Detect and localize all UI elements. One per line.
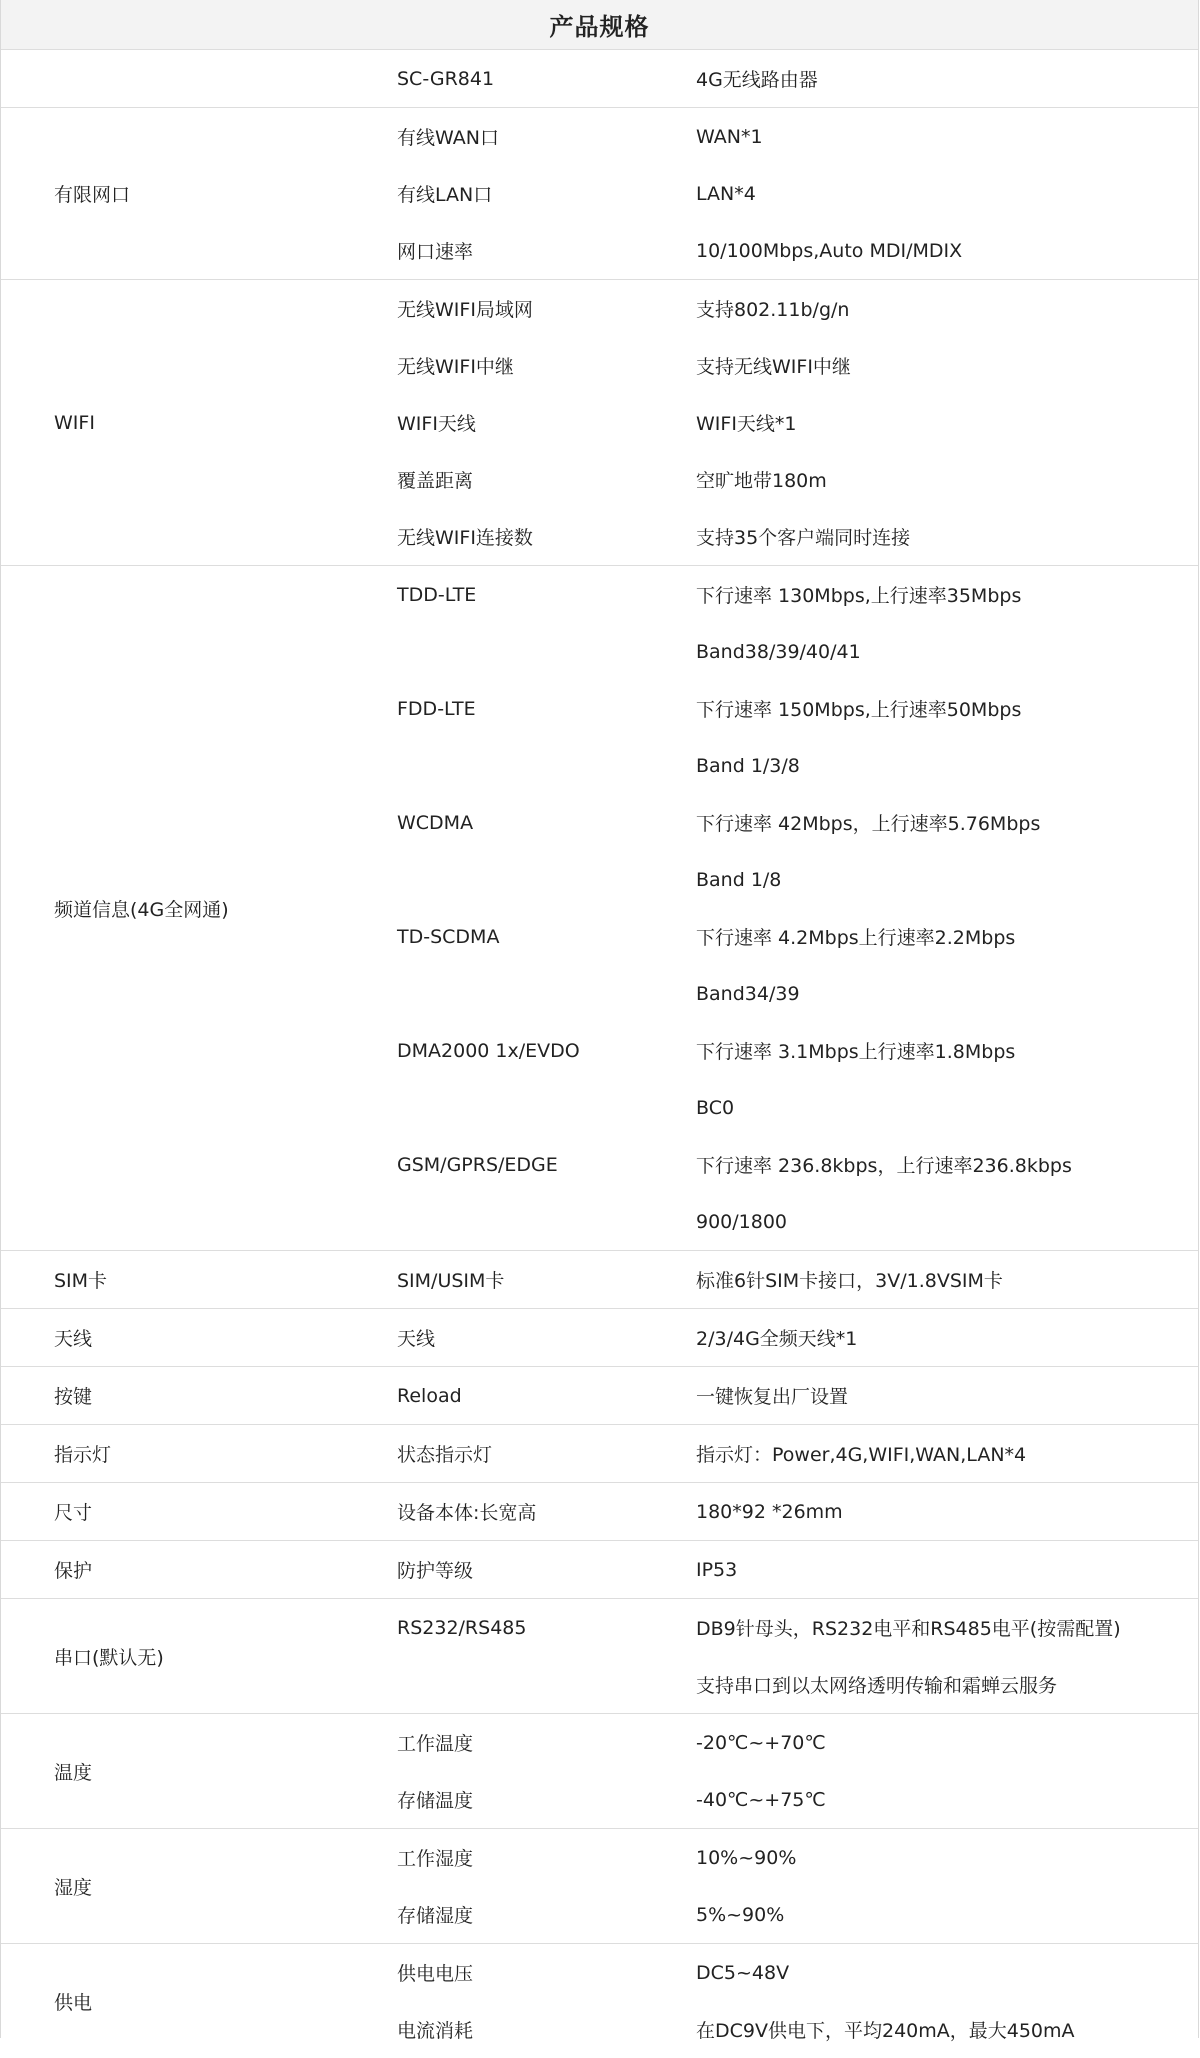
group-rows	[1, 1829, 1198, 1943]
spec-value: DC5~48V	[696, 1961, 790, 1984]
spec-value: 支持802.11b/g/n	[696, 299, 850, 321]
table-row	[1, 1656, 1198, 1713]
group-label: 保护	[54, 1560, 93, 1582]
spec-group	[1, 108, 1198, 280]
spec-name: 状态指示灯	[397, 1444, 493, 1466]
spec-value: Band38/39/40/41	[696, 640, 861, 663]
spec-value: 下行速率 3.1Mbps上行速率1.8Mbps	[696, 1041, 1016, 1063]
table-row	[1, 737, 1198, 794]
spec-value: 4G无线路由器	[696, 69, 818, 91]
spec-name: 工作湿度	[397, 1848, 474, 1870]
table-row	[1, 965, 1198, 1022]
spec-value: 下行速率 4.2Mbps上行速率2.2Mbps	[696, 927, 1016, 949]
spec-name: 无线WIFI局域网	[397, 299, 533, 321]
group-rows	[1, 1541, 1198, 1598]
spec-value: Band34/39	[696, 982, 800, 1005]
table-row	[1, 1367, 1198, 1424]
table-row	[1, 1944, 1198, 2001]
spec-group	[1, 1425, 1198, 1483]
spec-name: SC-GR841	[397, 67, 495, 90]
spec-group	[1, 1829, 1198, 1944]
group-rows	[1, 50, 1198, 107]
spec-value: WIFI天线*1	[696, 413, 797, 435]
spec-groups	[1, 50, 1198, 2058]
spec-value: 5%~90%	[696, 1903, 785, 1926]
table-row	[1, 1483, 1198, 1540]
table-row	[1, 337, 1198, 394]
spec-value: 下行速率 42Mbps，上行速率5.76Mbps	[696, 813, 1041, 835]
spec-name: FDD-LTE	[397, 697, 476, 720]
table-row	[1, 1251, 1198, 1308]
table-row	[1, 1599, 1198, 1656]
spec-value: 标准6针SIM卡接口，3V/1.8VSIM卡	[696, 1270, 1003, 1292]
group-label: WIFI	[54, 411, 95, 434]
group-label: 有限网口	[54, 184, 131, 206]
spec-group	[1, 1599, 1198, 1714]
table-row	[1, 165, 1198, 222]
group-rows	[1, 1483, 1198, 1540]
spec-name: WCDMA	[397, 811, 474, 834]
table-row	[1, 222, 1198, 279]
spec-name: 存储湿度	[397, 1905, 474, 1927]
spec-name: SIM/USIM卡	[397, 1270, 505, 1292]
spec-value: 180*92 *26mm	[696, 1500, 843, 1523]
spec-value: -40℃~+75℃	[696, 1788, 826, 1811]
group-rows	[1, 1309, 1198, 1366]
spec-value: LAN*4	[696, 182, 756, 205]
table-row	[1, 108, 1198, 165]
spec-value: 下行速率 150Mbps,上行速率50Mbps	[696, 699, 1022, 721]
spec-value: Band 1/3/8	[696, 754, 800, 777]
group-label: 频道信息(4G全网通)	[54, 898, 229, 921]
spec-name: 设备本体:长宽高	[397, 1502, 537, 1524]
group-label: SIM卡	[54, 1270, 108, 1292]
table-row	[1, 1541, 1198, 1598]
spec-group	[1, 1714, 1198, 1829]
table-row	[1, 1425, 1198, 1482]
group-rows	[1, 1425, 1198, 1482]
group-rows	[1, 1367, 1198, 1424]
table-row	[1, 451, 1198, 508]
table-row	[1, 851, 1198, 908]
spec-value: 10/100Mbps,Auto MDI/MDIX	[696, 239, 963, 262]
table-row	[1, 566, 1198, 623]
table-title: 产品规格	[1, 0, 1198, 50]
spec-name: WIFI天线	[397, 413, 476, 435]
table-row	[1, 1136, 1198, 1193]
spec-name: TD-SCDMA	[397, 925, 500, 948]
table-row	[1, 1714, 1198, 1771]
group-label: 天线	[54, 1328, 93, 1350]
spec-value: WAN*1	[696, 125, 763, 148]
table-row	[1, 623, 1198, 680]
spec-group	[1, 50, 1198, 108]
spec-group	[1, 566, 1198, 1251]
spec-name: 有线LAN口	[397, 184, 493, 206]
spec-name: 存储温度	[397, 1790, 474, 1812]
spec-value: -20℃~+70℃	[696, 1731, 826, 1754]
group-label: 尺寸	[54, 1502, 93, 1524]
group-label: 指示灯	[54, 1444, 112, 1466]
group-label: 温度	[54, 1761, 93, 1784]
spec-group	[1, 1541, 1198, 1599]
group-rows	[1, 1714, 1198, 1828]
table-row	[1, 1022, 1198, 1079]
table-row	[1, 1829, 1198, 1886]
spec-name: 工作温度	[397, 1733, 474, 1755]
spec-name: GSM/GPRS/EDGE	[397, 1153, 558, 1176]
group-label: 按键	[54, 1386, 93, 1408]
spec-name: RS232/RS485	[397, 1616, 527, 1639]
spec-value: BC0	[696, 1096, 735, 1119]
spec-value: 支持串口到以太网络透明传输和霜蝉云服务	[696, 1675, 1058, 1697]
spec-group	[1, 1309, 1198, 1367]
spec-value: 一键恢复出厂设置	[696, 1386, 849, 1408]
table-row	[1, 280, 1198, 337]
spec-group	[1, 1367, 1198, 1425]
spec-name: 防护等级	[397, 1560, 474, 1582]
table-row	[1, 394, 1198, 451]
spec-name: TDD-LTE	[397, 583, 477, 606]
spec-value: Band 1/8	[696, 868, 782, 891]
group-rows	[1, 108, 1198, 279]
spec-value: 下行速率 236.8kbps，上行速率236.8kbps	[696, 1155, 1072, 1177]
spec-value: DB9针母头，RS232电平和RS485电平(按需配置)	[696, 1618, 1121, 1640]
table-row	[1, 1771, 1198, 1828]
table-row	[1, 50, 1198, 107]
table-row	[1, 2001, 1198, 2058]
table-row	[1, 794, 1198, 851]
spec-value: 10%~90%	[696, 1846, 797, 1869]
group-rows	[1, 280, 1198, 565]
table-row	[1, 1079, 1198, 1136]
spec-group	[1, 1251, 1198, 1309]
spec-name: 网口速率	[397, 241, 474, 263]
spec-group	[1, 280, 1198, 566]
spec-value: 支持无线WIFI中继	[696, 356, 851, 378]
table-row	[1, 508, 1198, 565]
group-rows	[1, 566, 1198, 1250]
spec-group	[1, 1483, 1198, 1541]
table-row	[1, 1886, 1198, 1943]
spec-name: 无线WIFI连接数	[397, 527, 533, 549]
spec-value: 指示灯：Power,4G,WIFI,WAN,LAN*4	[696, 1444, 1027, 1466]
spec-name: 天线	[397, 1328, 436, 1350]
spec-name: Reload	[397, 1384, 462, 1407]
spec-group	[1, 1944, 1198, 2058]
spec-value: 在DC9V供电下，平均240mA，最大450mA	[696, 2020, 1075, 2042]
table-row	[1, 908, 1198, 965]
spec-name: 电流消耗	[397, 2020, 474, 2042]
group-rows	[1, 1944, 1198, 2058]
group-rows	[1, 1251, 1198, 1308]
group-label: 供电	[54, 1991, 93, 2014]
spec-name: 覆盖距离	[397, 470, 474, 492]
table-row	[1, 680, 1198, 737]
spec-name: 有线WAN口	[397, 127, 499, 149]
spec-name: 供电电压	[397, 1963, 474, 1985]
spec-value: 空旷地带180m	[696, 470, 827, 492]
spec-name: 无线WIFI中继	[397, 356, 514, 378]
table-row	[1, 1309, 1198, 1366]
table-row	[1, 1193, 1198, 1250]
group-label: 湿度	[54, 1876, 93, 1899]
spec-value: 900/1800	[696, 1210, 788, 1233]
group-label: 串口(默认无)	[54, 1646, 164, 1669]
spec-name: DMA2000 1x/EVDO	[397, 1039, 580, 1062]
spec-value: 下行速率 130Mbps,上行速率35Mbps	[696, 585, 1022, 607]
group-rows	[1, 1599, 1198, 1713]
spec-value: 2/3/4G全频天线*1	[696, 1328, 858, 1350]
spec-value: IP53	[696, 1558, 738, 1581]
spec-value: 支持35个客户端同时连接	[696, 527, 911, 549]
